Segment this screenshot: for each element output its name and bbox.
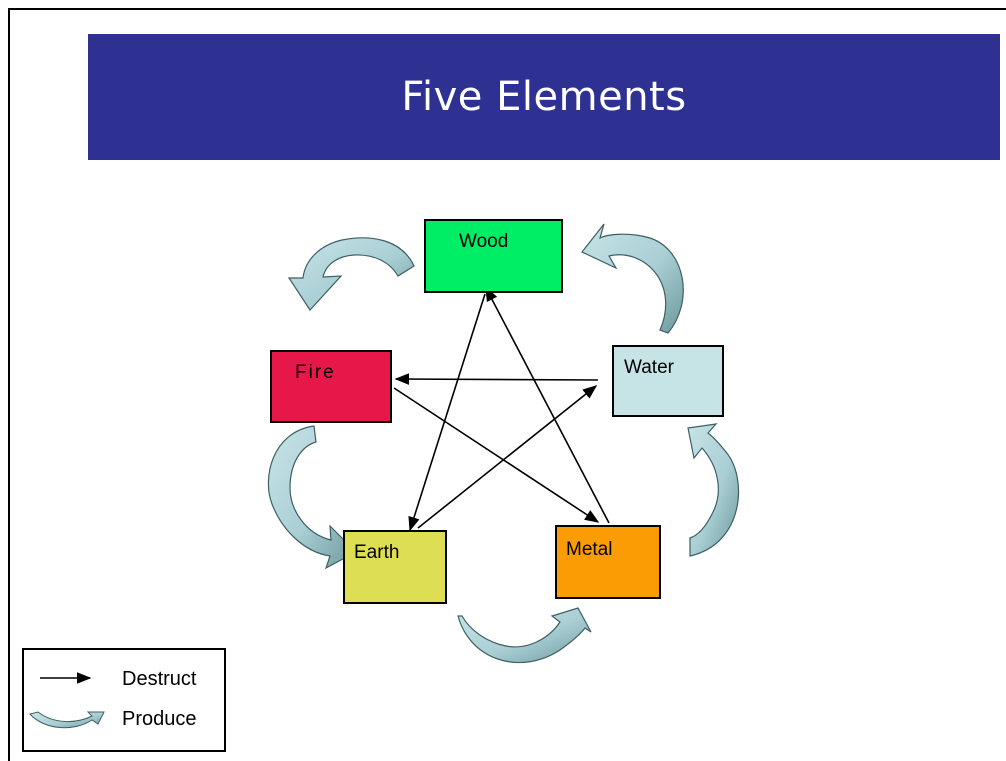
node-fire [270,350,392,423]
destruct-arrow-wood-earth [410,294,485,530]
node-water-label: Water [624,357,674,378]
node-wood-label: Wood [459,231,509,252]
produce-arrow-water-wood [582,224,683,333]
produce-arrow-earth-metal [458,608,591,663]
node-metal-label: Metal [566,539,613,560]
legend [22,648,226,752]
produce-arrow-wood-fire [289,238,414,310]
destruct-arrow-metal-wood [486,288,609,523]
slide-title: Five Elements [401,74,687,120]
legend-produce-label: Produce [122,708,197,730]
node-fire-label: Fire [295,362,336,383]
destruct-arrow-water-fire [396,379,598,380]
node-metal [555,525,661,599]
produce-arrow-metal-water [688,424,739,556]
legend-symbols [24,650,224,750]
node-wood [424,219,563,293]
node-earth-label: Earth [354,542,400,563]
node-earth [343,530,447,604]
legend-produce-arrow-icon [30,712,104,728]
destruct-arrow-earth-water [418,386,596,528]
node-water [612,345,724,417]
destruct-arrows [394,288,609,530]
legend-destruct-label: Destruct [122,668,197,690]
